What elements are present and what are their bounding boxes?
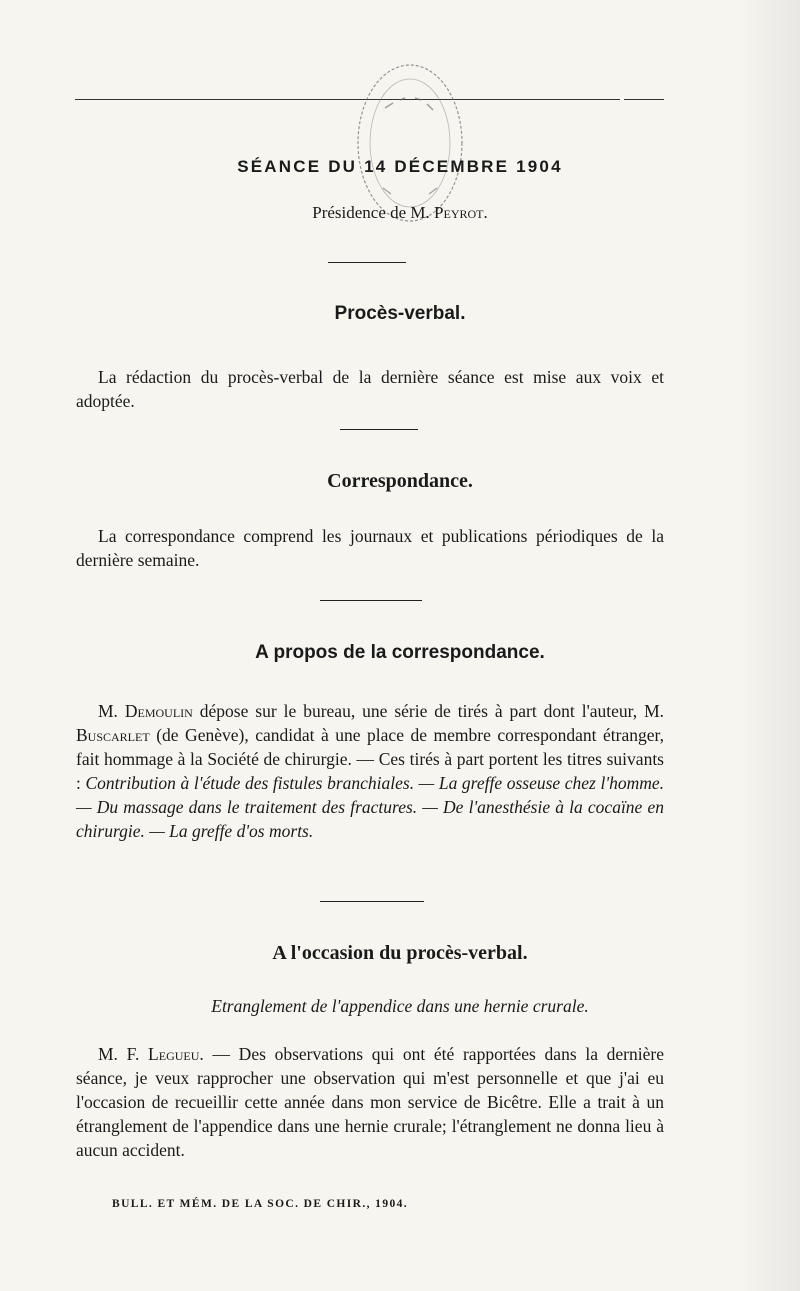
page-edge-shadow (740, 0, 800, 1291)
paragraph-occasion (76, 1042, 664, 1162)
paragraph-text: (de Genève), candidat à une place de membre correspondant étranger, fait hommage à la Société de chirurgie. — Ces tirés à part portent les titres suivants : (76, 725, 664, 793)
header-rule-end (624, 99, 664, 100)
paragraph-lead: M. (98, 701, 125, 721)
author-buscarlet: Buscarlet (76, 725, 150, 745)
paragraph-text: . — Des observations qui ont été rapportées dans la dernière séance, je veux rapprocher une observation qui m'est personnelle et que j'ai eu l'occasion de recueillir cette année dans mon service de Bicêtre. Elle a trait à un étranglement de l'appendice dans une hernie crurale; l'étranglement ne donna lieu à aucun accident. (76, 1044, 664, 1160)
paragraph-text: La rédaction du procès-verbal de la dernière séance est mise aux voix et adoptée. (76, 367, 664, 411)
paragraph-text: La correspondance comprend les journaux et publications périodiques de la dernière semaine. (76, 526, 664, 570)
heading-proces-verbal: Procès-verbal. (334, 303, 466, 324)
paragraph-lead: M. F. (98, 1044, 149, 1064)
paragraph-correspondance (76, 524, 664, 572)
page-footer: BULL. ET MÉM. DE LA SOC. DE CHIR., 1904. (112, 1198, 409, 1210)
heading-occasion: A l'occasion du procès-verbal. (272, 942, 528, 964)
presidency-suffix: . (483, 203, 488, 222)
section-divider (320, 901, 424, 902)
president-name: Peyrot (434, 203, 484, 222)
publication-titles: Contribution à l'étude des fistules branchiales. — La greffe osseuse chez l'homme. — Du massage dans le traitement des fractures. — De l'anesthésie à la cocaïne en chirurgie. — La greffe d'os morts. (76, 773, 664, 841)
author-legueu: Legueu (148, 1044, 200, 1064)
presidency-prefix: Présidence de M. (312, 203, 435, 222)
heading-a-propos: A propos de la correspondance. (255, 642, 545, 663)
session-title: SÉANCE DU 14 DÉCEMBRE 1904 (237, 157, 563, 176)
presidency-line (0, 203, 800, 223)
paragraph-proces-verbal (76, 365, 664, 413)
heading-correspondance: Correspondance. (327, 470, 473, 492)
section-divider (320, 600, 422, 601)
author-demoulin: Demoulin (124, 701, 193, 721)
section-divider (328, 262, 406, 263)
paragraph-a-propos (76, 699, 664, 843)
paragraph-text: dépose sur le bureau, une série de tirés à part dont l'auteur, M. (192, 701, 665, 721)
case-subtitle: Etranglement de l'appendice dans une hernie crurale. (211, 996, 589, 1016)
section-divider (340, 429, 418, 430)
